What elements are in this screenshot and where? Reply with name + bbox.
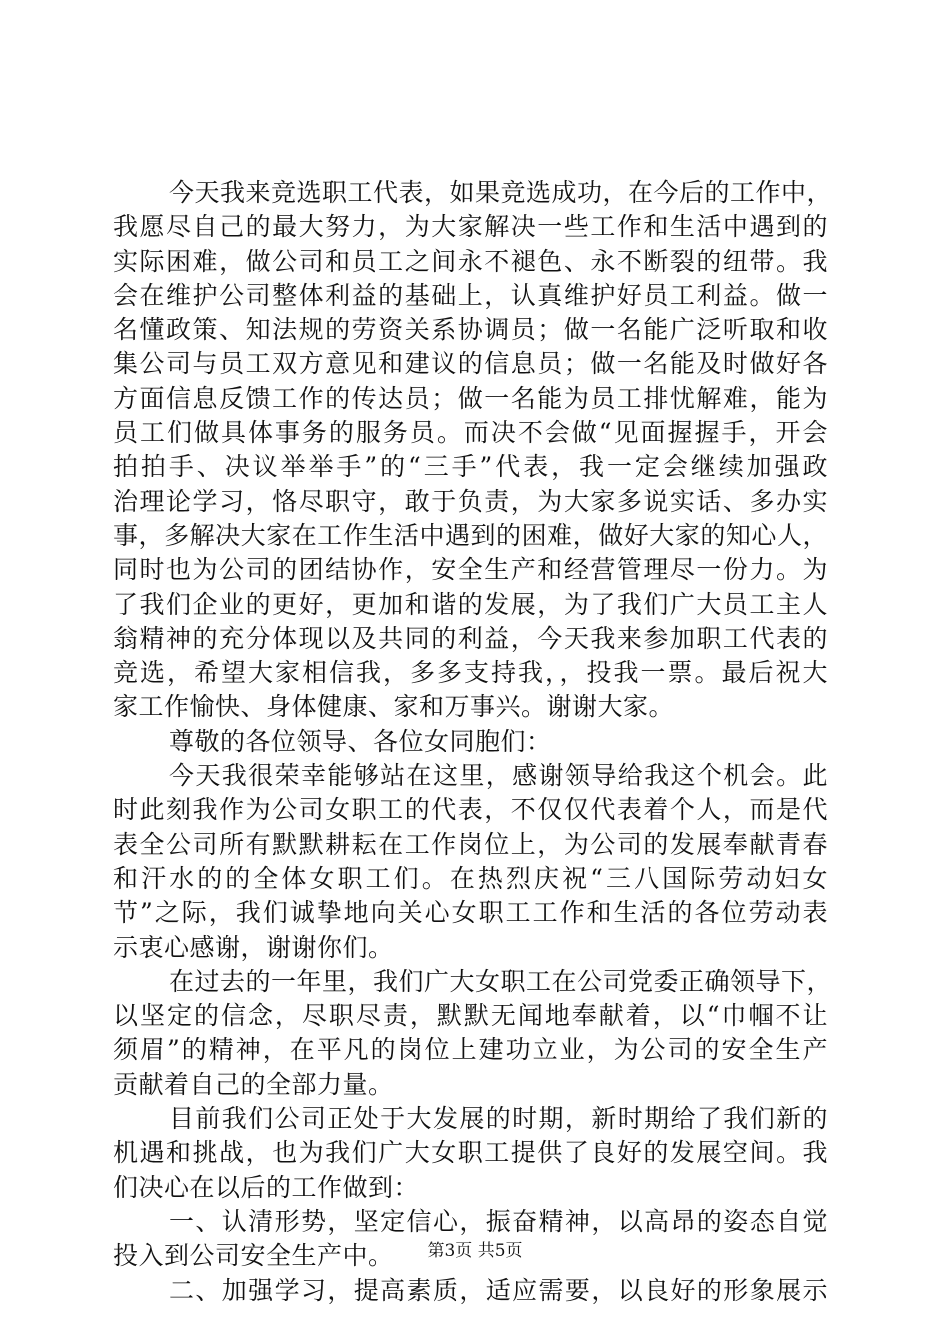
text-line: 同时也为公司的团结协作，安全生产和经营管理尽一份力。为 [113, 555, 828, 585]
text-line: 名懂政策、知法规的劳资关系协调员；做一名能广泛听取和收 [113, 315, 828, 345]
text-line: 贡献着自己的全部力量。 [113, 1069, 394, 1099]
text-line: 表全公司所有默默耕耘在工作岗位上，为公司的发展奉献青春 [113, 829, 828, 859]
text-line: 竞选，希望大家相信我，多多支持我，，投我一票。最后祝大 [113, 658, 828, 688]
text-line: 实际困难，做公司和员工之间永不褪色、永不断裂的纽带。我 [113, 246, 828, 276]
text-line: 家工作愉快、身体健康、家和万事兴。谢谢大家。 [113, 692, 675, 722]
text-line: 拍拍手、决议举举手”的“三手”代表，我一定会继续加强政 [113, 452, 828, 482]
text-line: 事，多解决大家在工作生活中遇到的困难，做好大家的知心人， [113, 520, 828, 550]
text-line: 集公司与员工双方意见和建议的信息员；做一名能及时做好各 [113, 349, 828, 379]
text-line: 在过去的一年里，我们广大女职工在公司党委正确领导下， [169, 966, 833, 996]
text-line: 投入到公司安全生产中。 [113, 1241, 394, 1271]
text-line: 方面信息反馈工作的传达员；做一名能为员工排忧解难，能为 [113, 383, 828, 413]
text-line: 会在维护公司整体利益的基础上，认真维护好员工利益。做一 [113, 280, 828, 310]
text-line: 节”之际，我们诚挚地向关心女职工工作和生活的各位劳动表 [113, 898, 828, 928]
text-line: 须眉”的精神，在平凡的岗位上建功立业，为公司的安全生产 [113, 1035, 828, 1065]
text-line: 和汗水的的全体女职工们。在热烈庆祝“三八国际劳动妇女 [113, 863, 828, 893]
text-line: 翁精神的充分体现以及共同的利益，今天我来参加职工代表的 [113, 623, 828, 653]
document-body [113, 176, 833, 1308]
text-line: 二、加强学习，提高素质，适应需要，以良好的形象展示 [169, 1275, 828, 1305]
text-line: 示衷心感谢，谢谢你们。 [113, 932, 394, 962]
text-line: 我愿尽自己的最大努力，为大家解决一些工作和生活中遇到的 [113, 212, 828, 242]
text-line: 以坚定的信念，尽职尽责，默默无闻地奉献着，以“巾帼不让 [113, 1001, 828, 1031]
text-line: 治理论学习，恪尽职守，敢于负责，为大家多说实话、多办实 [113, 486, 828, 516]
text-line: 目前我们公司正处于大发展的时期，新时期给了我们新的 [169, 1104, 828, 1134]
text-line: 机遇和挑战，也为我们广大女职工提供了良好的发展空间。我 [113, 1138, 828, 1168]
page-footer: 第3页 共5页 [427, 1241, 523, 1261]
text-line: 今天我很荣幸能够站在这里，感谢领导给我这个机会。此 [169, 761, 828, 791]
text-line: 尊敬的各位领导、各位女同胞们： [169, 726, 552, 756]
text-line: 们决心在以后的工作做到： [113, 1172, 420, 1202]
text-line: 今天我来竞选职工代表，如果竞选成功，在今后的工作中， [169, 178, 833, 207]
text-line: 了我们企业的更好，更加和谐的发展，为了我们广大员工主人 [113, 589, 828, 619]
text-line: 一、认清形势，坚定信心，振奋精神，以高昂的姿态自觉 [169, 1206, 828, 1236]
text-line: 员工们做具体事务的服务员。而决不会做“见面握握手，开会 [113, 418, 828, 448]
text-line: 时此刻我作为公司女职工的代表，不仅仅代表着个人，而是代 [113, 795, 828, 825]
